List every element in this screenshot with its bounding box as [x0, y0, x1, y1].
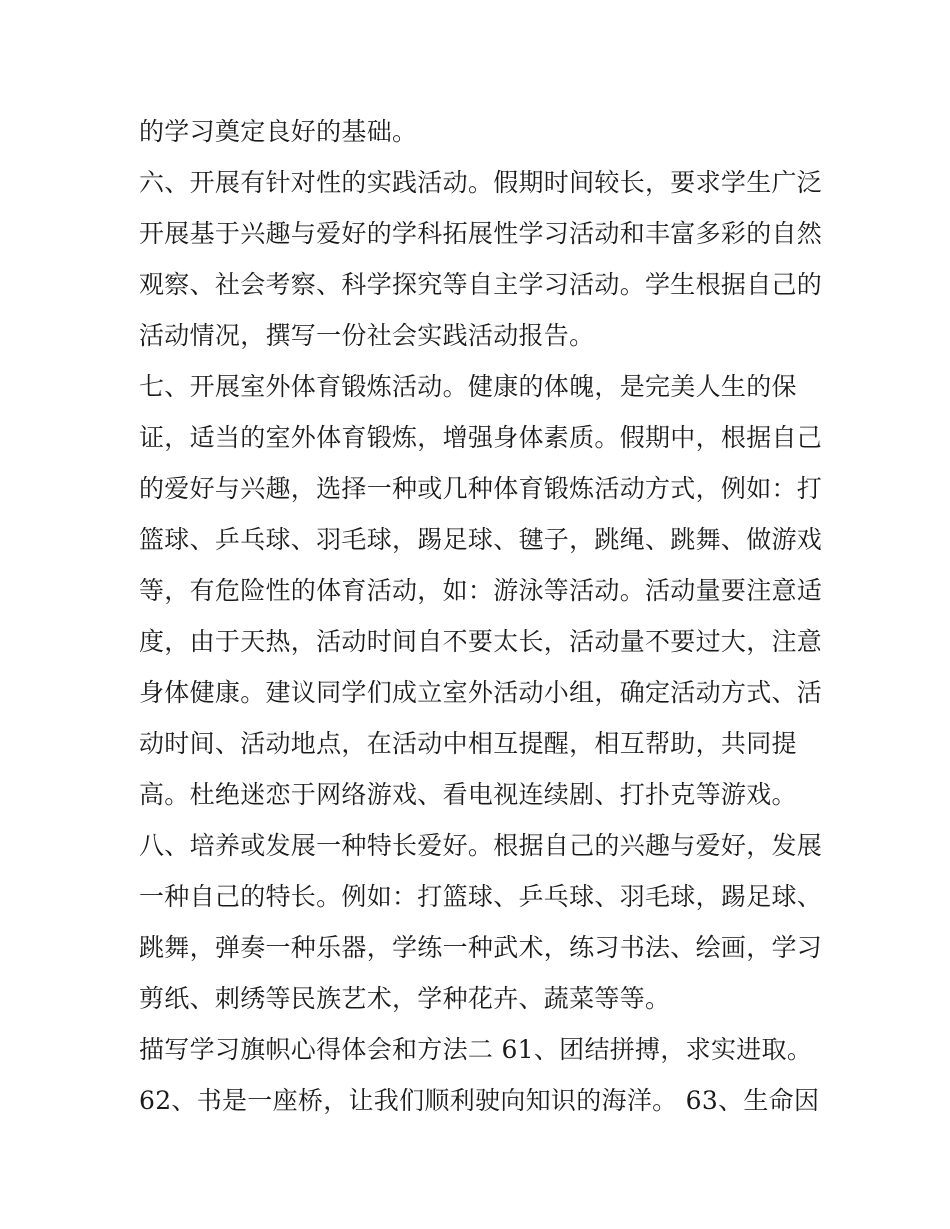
text-line: 高。杜绝迷恋于网络游戏、看电视连续剧、打扑克等游戏。	[139, 780, 797, 809]
text-line: 描写学习旗帜心得体会和方法二 61、团结拼搏，求实进取。	[139, 1035, 813, 1064]
text-line: 篮球、乒乓球、羽毛球，踢足球、毽子，跳绳、跳舞、做游戏	[139, 525, 823, 554]
text-line: 62、书是一座桥，让我们顺利驶向知识的海洋。 63、生命因	[139, 1086, 820, 1115]
text-line: 跳舞，弹奏一种乐器，学练一种武术，练习书法、绘画，学习	[139, 933, 823, 962]
text-line: 七、开展室外体育锻炼活动。健康的体魄，是完美人生的保	[139, 372, 797, 401]
text-line: 剪纸、刺绣等民族艺术，学种花卉、蔬菜等等。	[139, 984, 671, 1013]
text-line: 身体健康。建议同学们成立室外活动小组，确定活动方式、活	[139, 678, 823, 707]
text-line: 动时间、活动地点，在活动中相互提醒，相互帮助，共同提	[139, 729, 797, 758]
document-body	[139, 106, 823, 1126]
text-line: 的学习奠定良好的基础。	[139, 117, 418, 146]
text-line: 一种自己的特长。例如：打篮球、乒乓球、羽毛球，踢足球、	[139, 882, 823, 911]
text-line: 等，有危险性的体育活动，如：游泳等活动。活动量要注意适	[139, 576, 823, 605]
text-line: 八、培养或发展一种特长爱好。根据自己的兴趣与爱好，发展	[139, 831, 823, 860]
text-line: 活动情况，撰写一份社会实践活动报告。	[139, 321, 595, 350]
text-line: 开展基于兴趣与爱好的学科拓展性学习活动和丰富多彩的自然	[139, 219, 823, 248]
text-line: 的爱好与兴趣，选择一种或几种体育锻炼活动方式，例如：打	[139, 474, 823, 503]
text-line: 观察、社会考察、科学探究等自主学习活动。学生根据自己的	[139, 270, 823, 299]
text-line: 度，由于天热，活动时间自不要太长，活动量不要过大，注意	[139, 627, 823, 656]
text-line: 六、开展有针对性的实践活动。假期时间较长，要求学生广泛	[139, 168, 823, 197]
text-line: 证，适当的室外体育锻炼，增强身体素质。假期中，根据自己	[139, 423, 823, 452]
